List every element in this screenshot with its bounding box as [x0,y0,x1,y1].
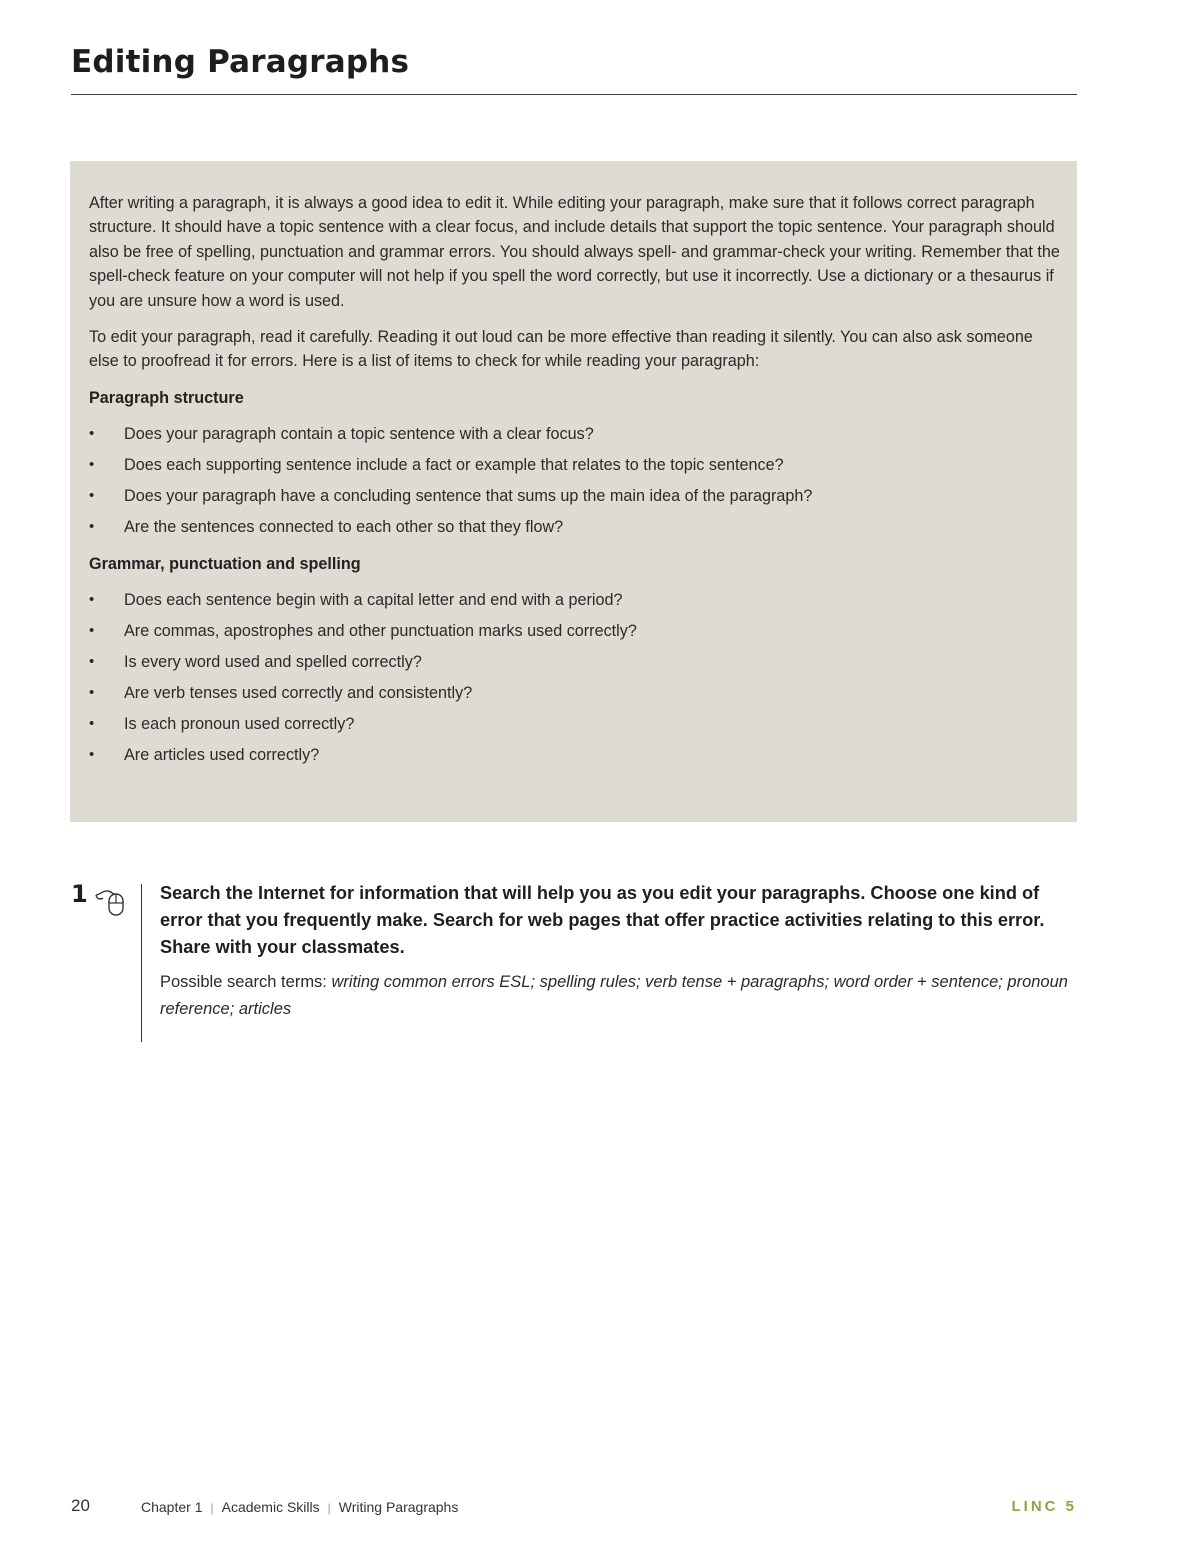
footer-topic: Writing Paragraphs [338,1499,459,1515]
activity-divider [141,884,142,1042]
activity-instruction: Search the Internet for information that will help you as you edit your paragraphs. Choose one kind of error that you frequently make. Search for web pages that offer practice activities relating to this error. Share with your classmates. [160,883,1045,957]
editing-info-box [70,161,1077,822]
footer-section: Academic Skills [221,1499,320,1515]
footer-separator: | [327,1501,331,1515]
list-item: • Does each sentence begin with a capital letter and end with a period? [89,588,1061,612]
list-item: • Is every word used and spelled correctly? [89,650,1061,674]
footer-breadcrumb [141,1499,458,1515]
list-item: • Is each pronoun used correctly? [89,712,1061,736]
activity-block [160,880,1080,1023]
page-number: 20 [71,1496,90,1515]
activity-number: 1 [71,880,88,908]
list-item: • Are articles used correctly? [89,743,1061,767]
footer-chapter: Chapter 1 [141,1499,203,1515]
search-terms-label: Possible search terms: [160,973,327,991]
grammar-heading: Grammar, punctuation and spelling [89,554,361,573]
structure-checklist [89,422,1061,539]
bullet-icon: • [89,591,95,609]
bullet-icon: • [89,425,95,443]
footer-separator: | [210,1501,214,1515]
computer-mouse-icon [94,881,132,919]
list-item: • Does each supporting sentence include a fact or example that relates to the topic sentence? [89,453,1061,477]
brand-logo: LINC 5 [1011,1498,1077,1515]
grammar-checklist [89,588,1061,767]
page-footer [71,1497,1077,1521]
structure-heading: Paragraph structure [89,388,244,407]
intro-paragraph: After writing a paragraph, it is always a good idea to edit it. While editing your paragraph, make sure that it follows correct paragraph structure. It should have a topic sentence with a clear focus, and include details that support the topic sentence. Your paragraph should also be free of spelling, punctuation and grammar errors. You should always spell- and grammar-check your writing. Remember that the spell-check feature on your computer will not help if you spell the word correctly, but use it incorrectly. Use a dictionary or a thesaurus if you are unsure how a word is used. [89,194,1060,310]
bullet-icon: • [89,746,95,764]
title-divider [71,94,1077,95]
list-item: • Does your paragraph contain a topic sentence with a clear focus? [89,422,1061,446]
list-item: • Does your paragraph have a concluding sentence that sums up the main idea of the paragraph? [89,484,1061,508]
bullet-icon: • [89,622,95,640]
list-item: • Are the sentences connected to each other so that they flow? [89,515,1061,539]
list-item: • Are verb tenses used correctly and consistently? [89,681,1061,705]
bullet-icon: • [89,684,95,702]
list-item: • Are commas, apostrophes and other punctuation marks used correctly? [89,619,1061,643]
bullet-icon: • [89,653,95,671]
bullet-icon: • [89,518,95,536]
bullet-icon: • [89,715,95,733]
search-terms-list: writing common errors ESL; spelling rules; verb tense + paragraphs; word order + sentence; pronoun reference; articles [160,973,1068,1018]
page-title: Editing Paragraphs [71,44,410,80]
second-paragraph: To edit your paragraph, read it carefully. Reading it out loud can be more effective than reading it silently. You can also ask someone else to proofread it for errors. Here is a list of items to check for while reading your paragraph: [89,328,1033,371]
bullet-icon: • [89,487,95,505]
bullet-icon: • [89,456,95,474]
search-terms [160,969,1080,1023]
